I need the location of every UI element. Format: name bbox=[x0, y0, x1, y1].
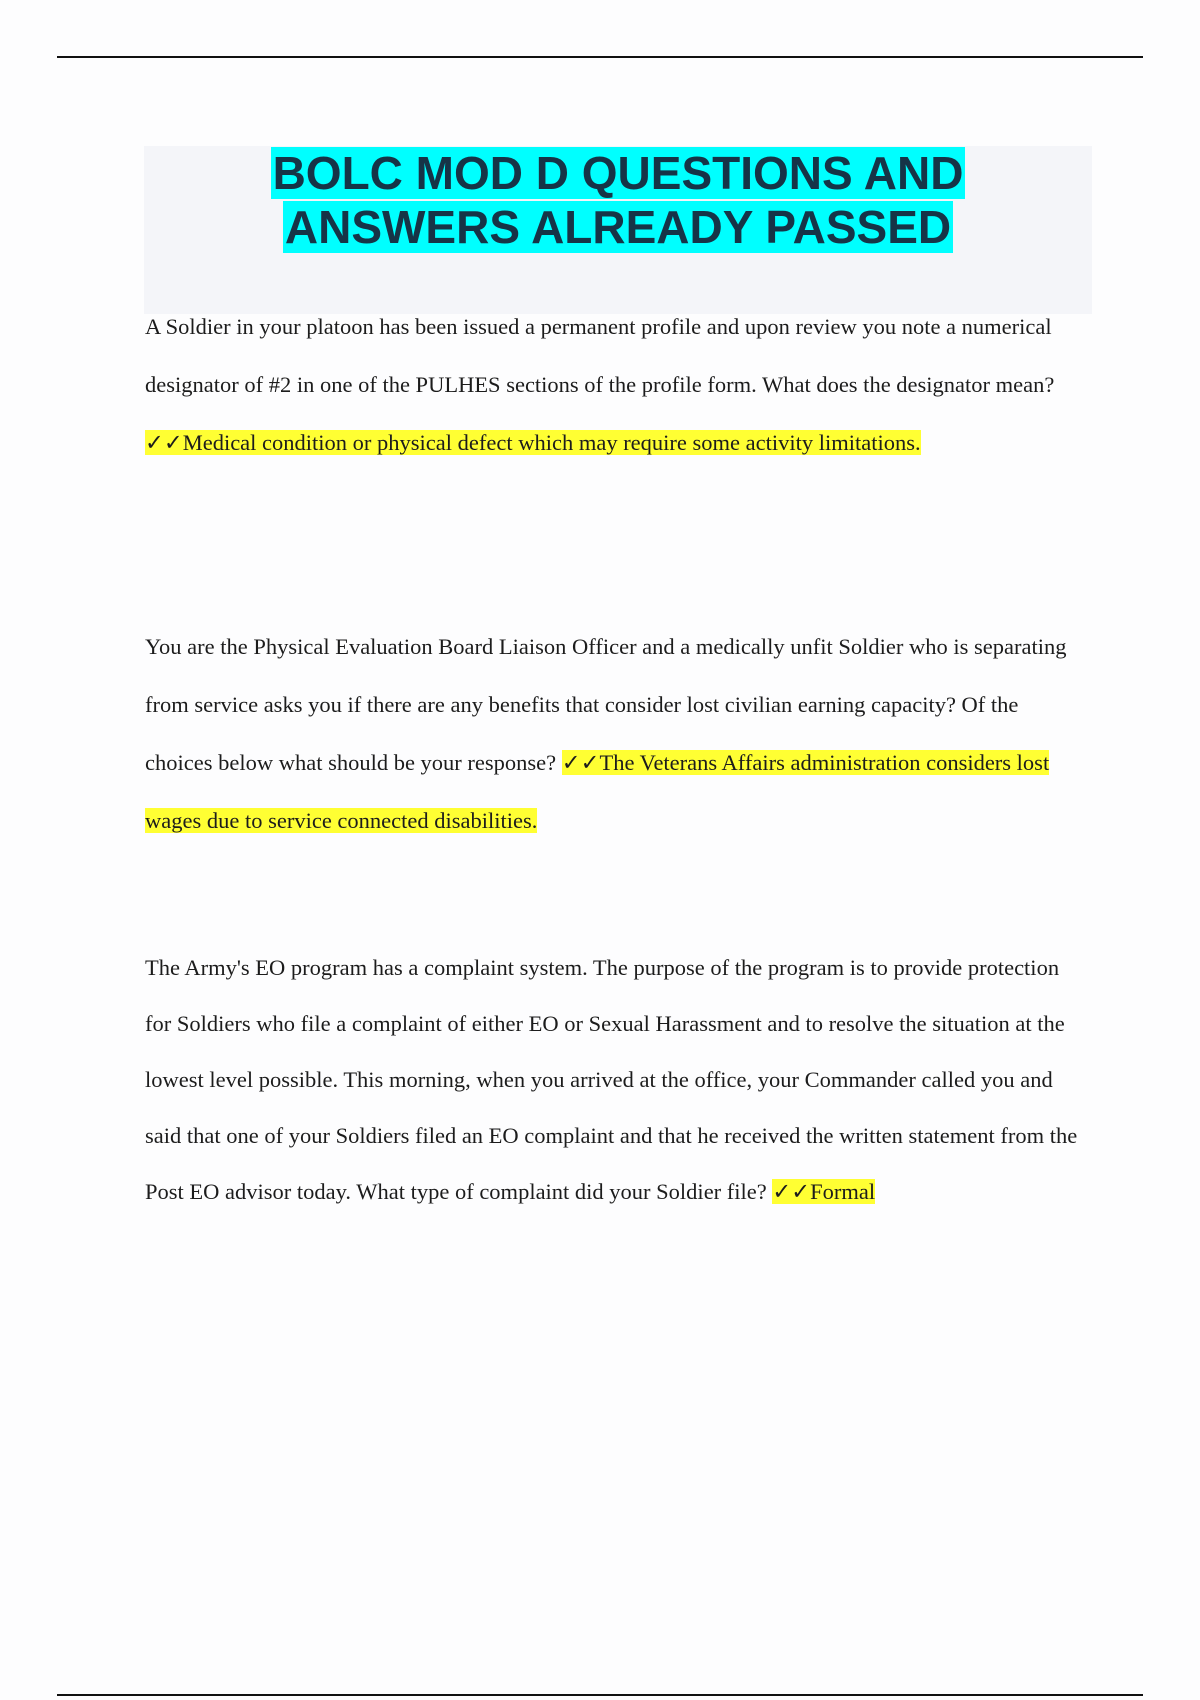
document-title bbox=[144, 146, 1092, 254]
question-text: You are the Physical Evaluation Board Liaison Officer and a medically unfit Soldier who is separating from service asks you if there are any benefits that consider lost civilian earning capacity? Of the choices below what should be your response? bbox=[145, 634, 1067, 775]
answer-text: ✓✓Formal bbox=[772, 1179, 876, 1204]
qa-item-1 bbox=[145, 298, 1085, 472]
question-text: A Soldier in your platoon has been issued a permanent profile and upon review you note a numerical designator of #2 in one of the PULHES sections of the profile form. What does the designator mean? bbox=[145, 314, 1055, 397]
top-rule bbox=[57, 56, 1143, 58]
bottom-rule bbox=[57, 1694, 1143, 1696]
qa-item-3 bbox=[145, 940, 1085, 1220]
title-line-1: BOLC MOD D QUESTIONS AND bbox=[272, 147, 964, 199]
answer-text: ✓✓The Veterans Affairs administration considers lost wages due to service connected disabilities. bbox=[145, 750, 1050, 833]
answer-text: ✓✓Medical condition or physical defect which may require some activity limitations. bbox=[145, 430, 921, 455]
question-text: The Army's EO program has a complaint system. The purpose of the program is to provide protection for Soldiers who file a complaint of either EO or Sexual Harassment and to resolve the situation at the lowest level possible. This morning, when you arrived at the office, your Commander called you and said that one of your Soldiers filed an EO complaint and that he received the written statement from the Post EO advisor today. What type of complaint did your Soldier file? bbox=[145, 955, 1078, 1204]
title-line-2: ANSWERS ALREADY PASSED bbox=[284, 201, 952, 253]
qa-item-2 bbox=[145, 618, 1085, 850]
